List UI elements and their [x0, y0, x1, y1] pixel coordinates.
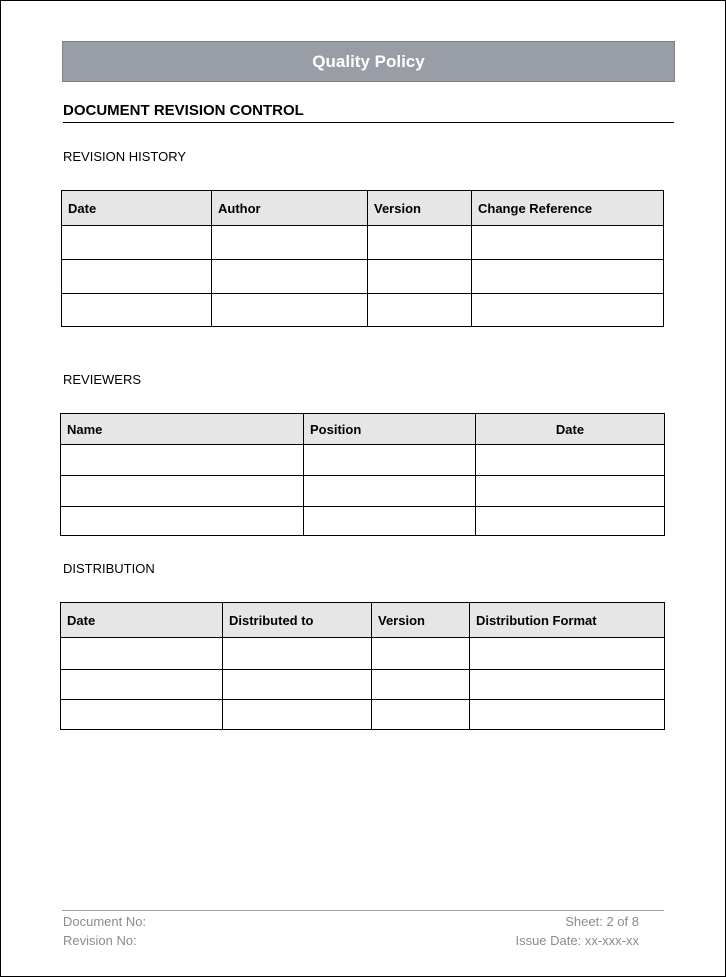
- table-row: [61, 507, 665, 536]
- table-cell[interactable]: [472, 294, 664, 327]
- page-title: Quality Policy: [312, 51, 425, 71]
- table-cell[interactable]: [61, 700, 223, 730]
- table-cell[interactable]: [472, 260, 664, 294]
- table-cell[interactable]: [476, 476, 665, 507]
- table-cell[interactable]: [212, 226, 368, 260]
- table-cell[interactable]: [223, 638, 372, 670]
- table-row: [61, 670, 665, 700]
- table-cell[interactable]: [212, 260, 368, 294]
- table-cell[interactable]: [61, 476, 304, 507]
- table-cell[interactable]: [304, 507, 476, 536]
- table-cell[interactable]: [212, 294, 368, 327]
- reviewers-label: REVIEWERS: [63, 372, 142, 387]
- table-cell[interactable]: [61, 670, 223, 700]
- column-header: Name: [61, 414, 304, 445]
- table-cell[interactable]: [62, 226, 212, 260]
- table-cell[interactable]: [62, 260, 212, 294]
- footer-issue-date: Issue Date: xx-xxx-xx: [515, 933, 639, 948]
- column-header: Position: [304, 414, 476, 445]
- table-cell[interactable]: [61, 638, 223, 670]
- table-cell[interactable]: [223, 700, 372, 730]
- table-cell[interactable]: [372, 700, 470, 730]
- footer-revision-no: Revision No:: [63, 933, 137, 948]
- table-cell[interactable]: [223, 670, 372, 700]
- table-cell[interactable]: [472, 226, 664, 260]
- table-cell[interactable]: [61, 445, 304, 476]
- table-cell[interactable]: [470, 700, 665, 730]
- table-cell[interactable]: [62, 294, 212, 327]
- table-cell[interactable]: [368, 260, 472, 294]
- table-row: [61, 445, 665, 476]
- column-header: Date: [61, 603, 223, 638]
- table-header-row: [61, 603, 665, 638]
- table-row: [61, 638, 665, 670]
- footer-document-no: Document No:: [63, 914, 147, 929]
- table-cell[interactable]: [368, 226, 472, 260]
- table-header-row: [61, 414, 665, 445]
- table-cell[interactable]: [470, 638, 665, 670]
- table-cell[interactable]: [304, 476, 476, 507]
- column-header: Version: [372, 603, 470, 638]
- table-cell[interactable]: [372, 670, 470, 700]
- column-header: Distributed to: [223, 603, 372, 638]
- footer-sheet: Sheet: 2 of 8: [565, 914, 639, 929]
- table-cell[interactable]: [372, 638, 470, 670]
- footer-divider: [62, 910, 664, 911]
- reviewers-table: [60, 413, 665, 536]
- table-row: [61, 476, 665, 507]
- column-header: Distribution Format: [470, 603, 665, 638]
- column-header: Date: [62, 191, 212, 226]
- column-header: Author: [212, 191, 368, 226]
- column-header: Change Reference: [472, 191, 664, 226]
- table-row: [62, 260, 664, 294]
- table-cell[interactable]: [368, 294, 472, 327]
- revision-history-label: REVISION HISTORY: [63, 149, 187, 164]
- table-row: [62, 294, 664, 327]
- table-cell[interactable]: [470, 670, 665, 700]
- title-bar: [62, 41, 675, 82]
- distribution-label: DISTRIBUTION: [63, 561, 155, 576]
- section-heading: DOCUMENT REVISION CONTROL: [63, 102, 674, 123]
- distribution-table: [60, 602, 665, 730]
- column-header: Date: [476, 414, 665, 445]
- table-row: [61, 700, 665, 730]
- table-row: [62, 226, 664, 260]
- table-cell[interactable]: [476, 507, 665, 536]
- revision-history-table: [61, 190, 664, 327]
- table-cell[interactable]: [61, 507, 304, 536]
- table-cell[interactable]: [476, 445, 665, 476]
- table-cell[interactable]: [304, 445, 476, 476]
- table-header-row: [62, 191, 664, 226]
- column-header: Version: [368, 191, 472, 226]
